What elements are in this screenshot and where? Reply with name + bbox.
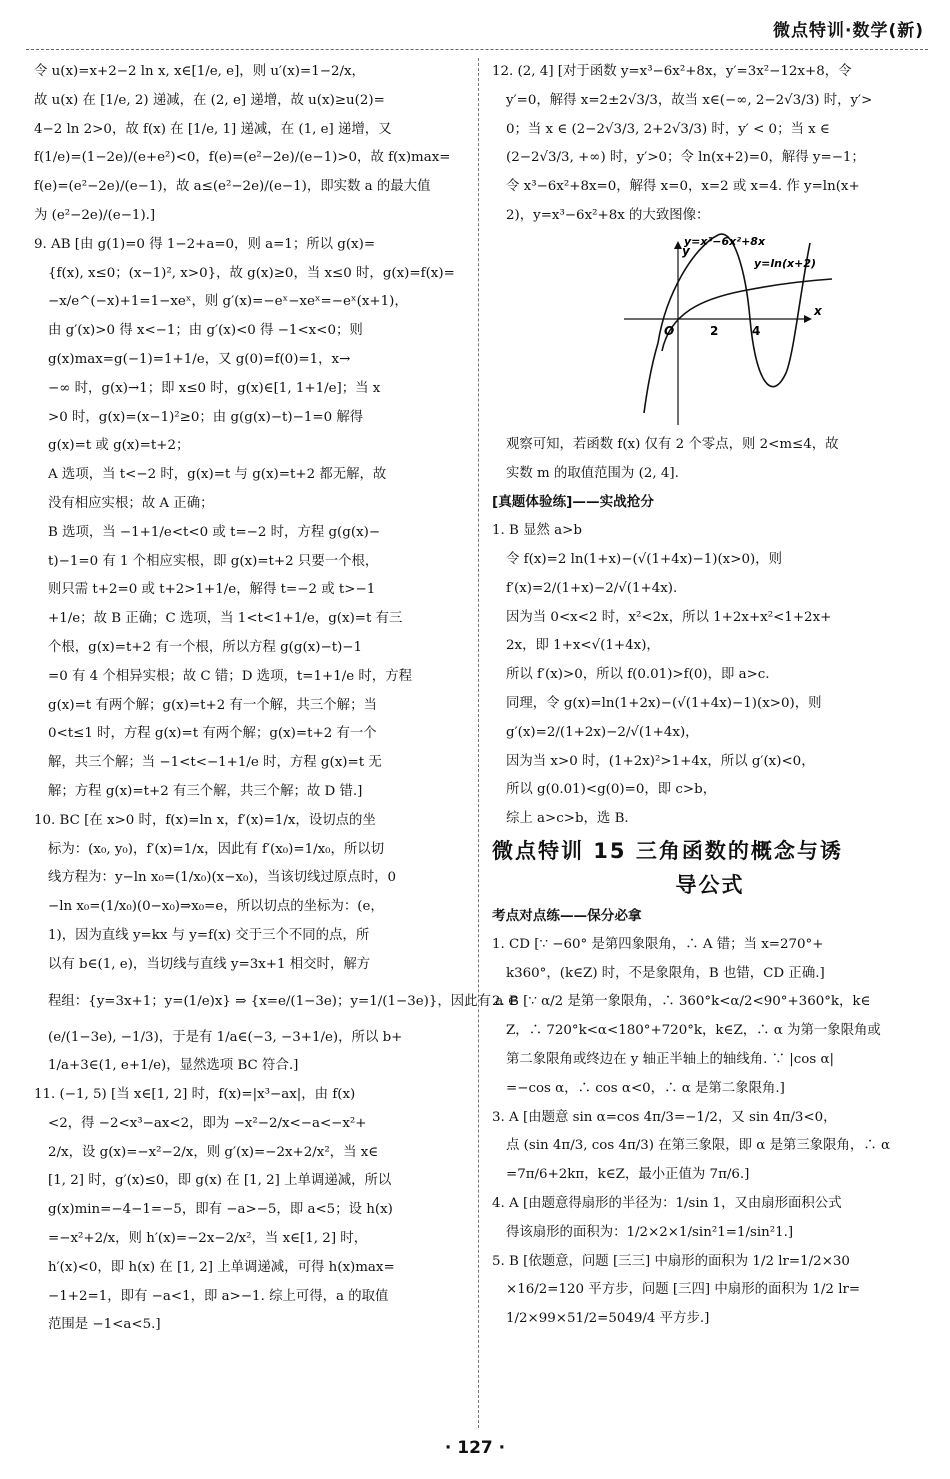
text-line: g(x)=t 有两个解；g(x)=t+2 有一个解，共三个解；当	[48, 697, 377, 713]
text-line: f(1/e)=(1−2e)/(e+e²)<0，f(e)=(e²−2e)/(e−1)>0，故 f(x)max=	[34, 150, 451, 166]
y-axis-label: y	[682, 243, 690, 258]
text-line: =−x²+2/x，则 h′(x)=−2x−2/x²，当 x∈[1, 2] 时，	[48, 1231, 368, 1247]
cubic-curve-label: y=x³−6x²+8x	[684, 234, 766, 248]
text-line: 标为：(x₀, y₀)，f′(x)=1/x，因此有 f′(x₀)=1/x₀，所以切	[48, 841, 385, 857]
text-line: =0 有 4 个相异实根；故 C 错；D 选项，t=1+1/e 时，方程	[48, 668, 412, 684]
text-line: 因为当 0<x<2 时，x²<2x，所以 1+2x+x²<1+2x+	[506, 609, 832, 625]
text-line: (e/(1−3e), −1/3)，于是有 1/a∈(−3, −3+1/e)，所以 b+	[48, 1029, 403, 1045]
text-line: −ln x₀=(1/x₀)(0−x₀)⇒x₀=e，所以切点的坐标为：(e，	[48, 899, 384, 915]
left-column	[34, 58, 518, 1340]
y-axis-arrow	[674, 241, 682, 249]
text-line: [1, 2] 时，g′(x)≤0，即 g(x) 在 [1, 2] 上单调递减，所以	[48, 1173, 392, 1189]
text-line: 范围是 −1<a<5.]	[48, 1317, 161, 1333]
text-line: 0；当 x ∈ (2−2√3/3, 2+2√3/3) 时，y′ < 0；当 x ∈	[506, 121, 830, 137]
text-line: =7π/6+2kπ，k∈Z，最小正值为 7π/6.]	[506, 1167, 750, 1183]
header-divider	[26, 49, 928, 50]
zhenti-section-header: [真题体验练]——实战抢分	[492, 494, 654, 511]
column-divider	[478, 58, 479, 1428]
text-line: g(x)min=−4−1=−5，即有 −a>−5，即 a<5；设 h(x)	[48, 1202, 393, 1218]
question-9-start: 9. AB [由 g(1)=0 得 1−2+a=0，则 a=1；所以 g(x)=	[34, 236, 376, 252]
section-title-continued: 导公式	[675, 872, 745, 897]
text-line: 令 x³−6x²+8x=0，解得 x=0，x=2 或 x=4. 作 y=ln(x+	[506, 179, 860, 195]
text-line: 0<t≤1 时，方程 g(x)=t 有两个解；g(x)=t+2 有一个	[48, 726, 377, 742]
text-line: g′(x)=2/(1+2x)−2/√(1+4x)，	[506, 724, 699, 740]
text-line: 程组：{y=3x+1；y=(1/e)x} ⇒ {x=e/(1−3e)；y=1/(1−3e)}，因此有 a ∈	[48, 993, 518, 1009]
text-line: −∞ 时，g(x)→1；即 x≤0 时，g(x)∈[1, 1+1/e]；当 x	[48, 380, 381, 396]
text-line: 同理，令 g(x)=ln(1+2x)−(√(1+4x)−1)(x>0)，则	[506, 695, 822, 711]
text-line: 2x，即 1+x<√(1+4x)，	[506, 638, 660, 654]
text-line: 没有相应实根；故 A 正确；	[48, 495, 214, 511]
text-line: 1)，因为直线 y=kx 与 y=f(x) 交于三个不同的点，所	[48, 927, 370, 943]
text-line: 所以 f′(x)>0，所以 f(0.01)>f(0)，即 a>c.	[506, 667, 770, 683]
text-line: 1. CD [∵ −60° 是第四象限角，∴ A 错；当 x=270°+	[492, 936, 824, 952]
tick-2-label: 2	[710, 323, 719, 338]
function-graph-figure	[492, 233, 928, 429]
text-line: 得该扇形的面积为：1/2×2×1/sin²1=1/sin²1.]	[506, 1224, 794, 1240]
text-line: 1/a+3∈(1, e+1/e)，显然选项 BC 符合.]	[48, 1058, 299, 1074]
text-line: 为 (e²−2e)/(e−1).]	[34, 207, 156, 223]
text-line: 实数 m 的取值范围为 (2, 4].	[506, 465, 679, 481]
text-line: 由 g′(x)>0 得 x<−1；由 g′(x)<0 得 −1<x<0；则	[48, 323, 363, 339]
x-axis-arrow	[804, 315, 812, 323]
text-line: −x/e^(−x)+1=1−xeˣ，则 g′(x)=−eˣ−xeˣ=−eˣ(x+1)，	[48, 294, 408, 310]
log-curve	[662, 279, 832, 351]
text-line: h′(x)<0，即 h(x) 在 [1, 2] 上单调递减，可得 h(x)max=	[48, 1259, 395, 1275]
text-line: (2−2√3/3, +∞) 时，y′>0；令 ln(x+2)=0，解得 y=−1；	[506, 150, 865, 166]
text-line: 线方程为：y−ln x₀=(1/x₀)(x−x₀)，当该切线过原点时，0	[48, 870, 397, 886]
text-line: ×16/2=120 平方步，问题 [三四] 中扇形的面积为 1/2 lr=	[506, 1282, 861, 1298]
text-line: >0 时，g(x)=(x−1)²≥0；由 g(g(x)−t)−1=0 解得	[48, 409, 364, 425]
text-line: k360°，(k∈Z) 时，不是象限角，B 也错，CD 正确.]	[506, 965, 825, 981]
x-axis-label: x	[814, 303, 822, 318]
text-line: 3. A [由题意 sin α=cos 4π/3=−1/2，又 sin 4π/3<0，	[492, 1109, 837, 1125]
text-line: A 选项，当 t<−2 时，g(x)=t 与 g(x)=t+2 都无解，故	[48, 467, 387, 483]
page-number: · 127 ·	[444, 1438, 506, 1458]
text-line: =−cos α，∴ cos α<0，∴ α 是第二象限角.]	[506, 1080, 785, 1096]
section-title: 微点特训 15 三角函数的概念与诱	[492, 838, 843, 863]
text-line: 令 u(x)=x+2−2 ln x, x∈[1/e, e]，则 u′(x)=1−2/x，	[34, 64, 365, 79]
text-line: 令 f(x)=2 ln(1+x)−(√(1+4x)−1)(x>0)，则	[506, 551, 782, 567]
text-line: g(x)max=g(−1)=1+1/e，又 g(0)=f(0)=1，x→	[48, 351, 351, 367]
header-title: 微点特训·数学(新)	[773, 21, 924, 41]
text-line: 观察可知，若函数 f(x) 仅有 2 个零点，则 2<m≤4，故	[506, 436, 839, 452]
kaodian-section-header: 考点对点练——保分必拿	[492, 907, 642, 924]
tick-4-label: 4	[752, 323, 761, 338]
question-11-start: 11. (−1, 5) [当 x∈[1, 2] 时，f(x)=|x³−ax|，由 f(x)	[34, 1087, 356, 1103]
text-line: f(e)=(e²−2e)/(e−1)，故 a≤(e²−2e)/(e−1)，即实数 a 的最大值	[34, 179, 431, 195]
text-line: 综上 a>c>b，选 B.	[506, 811, 629, 827]
text-line: 5. B [依题意，问题 [三三] 中扇形的面积为 1/2 lr=1/2×30	[492, 1253, 850, 1269]
origin-label: O	[664, 323, 675, 338]
text-line: 第二象限角或终边在 y 轴正半轴上的轴线角. ∵ |cos α|	[506, 1051, 835, 1067]
text-line: 因为当 x>0 时，(1+2x)²>1+4x，所以 g′(x)<0，	[506, 753, 815, 769]
text-line: 个根，g(x)=t+2 有一个根，所以方程 g(g(x)−t)−1	[48, 639, 363, 655]
text-line: y′=0，解得 x=2±2√3/3，故当 x∈(−∞, 2−2√3/3) 时，y′>	[506, 92, 873, 108]
text-line: Z，∴ 720°k<α<180°+720°k，k∈Z，∴ α 为第一象限角或	[506, 1023, 881, 1039]
text-line: 故 u(x) 在 [1/e, 2) 递减，在 (2, e] 递增，故 u(x)≥u(2)=	[34, 92, 385, 108]
text-line: 解，共三个解；当 −1<t<−1+1/e 时，方程 g(x)=t 无	[48, 755, 382, 771]
text-line: t)−1=0 有 1 个相应实根，即 g(x)=t+2 只要一个根，	[48, 553, 379, 569]
question-12-start: 12. (2, 4] [对于函数 y=x³−6x²+8x，y′=3x²−12x+8，令	[492, 64, 852, 79]
text-line: +1/e；故 B 正确；C 选项，当 1<t<1+1/e，g(x)=t 有三	[48, 611, 403, 627]
text-line: g(x)=t 或 g(x)=t+2；	[48, 438, 190, 454]
right-column	[492, 58, 928, 1334]
text-line: −1+2=1，即有 −a<1，即 a>−1. 综上可得，a 的取值	[48, 1288, 389, 1304]
text-line: 则只需 t+2=0 或 t+2>1+1/e，解得 t=−2 或 t>−1	[48, 582, 376, 598]
text-line: 所以 g(0.01)<g(0)=0，即 c>b，	[506, 782, 717, 798]
text-line: 点 (sin 4π/3, cos 4π/3) 在第三象限，即 α 是第三象限角，∴ α	[506, 1138, 891, 1154]
function-graph	[622, 233, 842, 429]
text-line: B 选项，当 −1+1/e<t<0 或 t=−2 时，方程 g(g(x)−	[48, 524, 381, 540]
text-line: {f(x), x≤0；(x−1)², x>0}，故 g(x)≥0，当 x≤0 时，g(x)=f(x)=	[48, 265, 455, 281]
text-line: f′(x)=2/(1+x)−2/√(1+4x).	[506, 580, 678, 596]
log-curve-label: y=ln(x+2)	[754, 256, 817, 270]
cubic-curve-left-tail	[644, 343, 658, 413]
question-10-start: 10. BC [在 x>0 时，f(x)=ln x，f′(x)=1/x，设切点的坐	[34, 812, 376, 828]
text-line: 4. A [由题意得扇形的半径为：1/sin 1，又由扇形面积公式	[492, 1195, 842, 1211]
text-line: 解；方程 g(x)=t+2 有三个解，共三个解；故 D 错.]	[48, 783, 363, 799]
text-line: 2/x，设 g(x)=−x²−2/x，则 g′(x)=−2x+2/x²，当 x∈	[48, 1144, 379, 1160]
text-line: 2)，y=x³−6x²+8x 的大致图像：	[506, 207, 710, 223]
text-line: 4−2 ln 2>0，故 f(x) 在 [1/e, 1] 递减，在 (1, e] 递增，又	[34, 121, 392, 137]
text-line: 以有 b∈(1, e)，当切线与直线 y=3x+1 相交时，解方	[48, 956, 371, 972]
text-line: 1. B 显然 a>b	[492, 523, 582, 539]
text-line: 2. B [∵ α/2 是第一象限角，∴ 360°k<α/2<90°+360°k，k∈	[492, 994, 871, 1010]
text-line: <2，得 −2<x³−ax<2，即为 −x²−2/x<−a<−x²+	[48, 1115, 367, 1131]
text-line: 1/2×99×51/2=5049/4 平方步.]	[506, 1311, 710, 1327]
